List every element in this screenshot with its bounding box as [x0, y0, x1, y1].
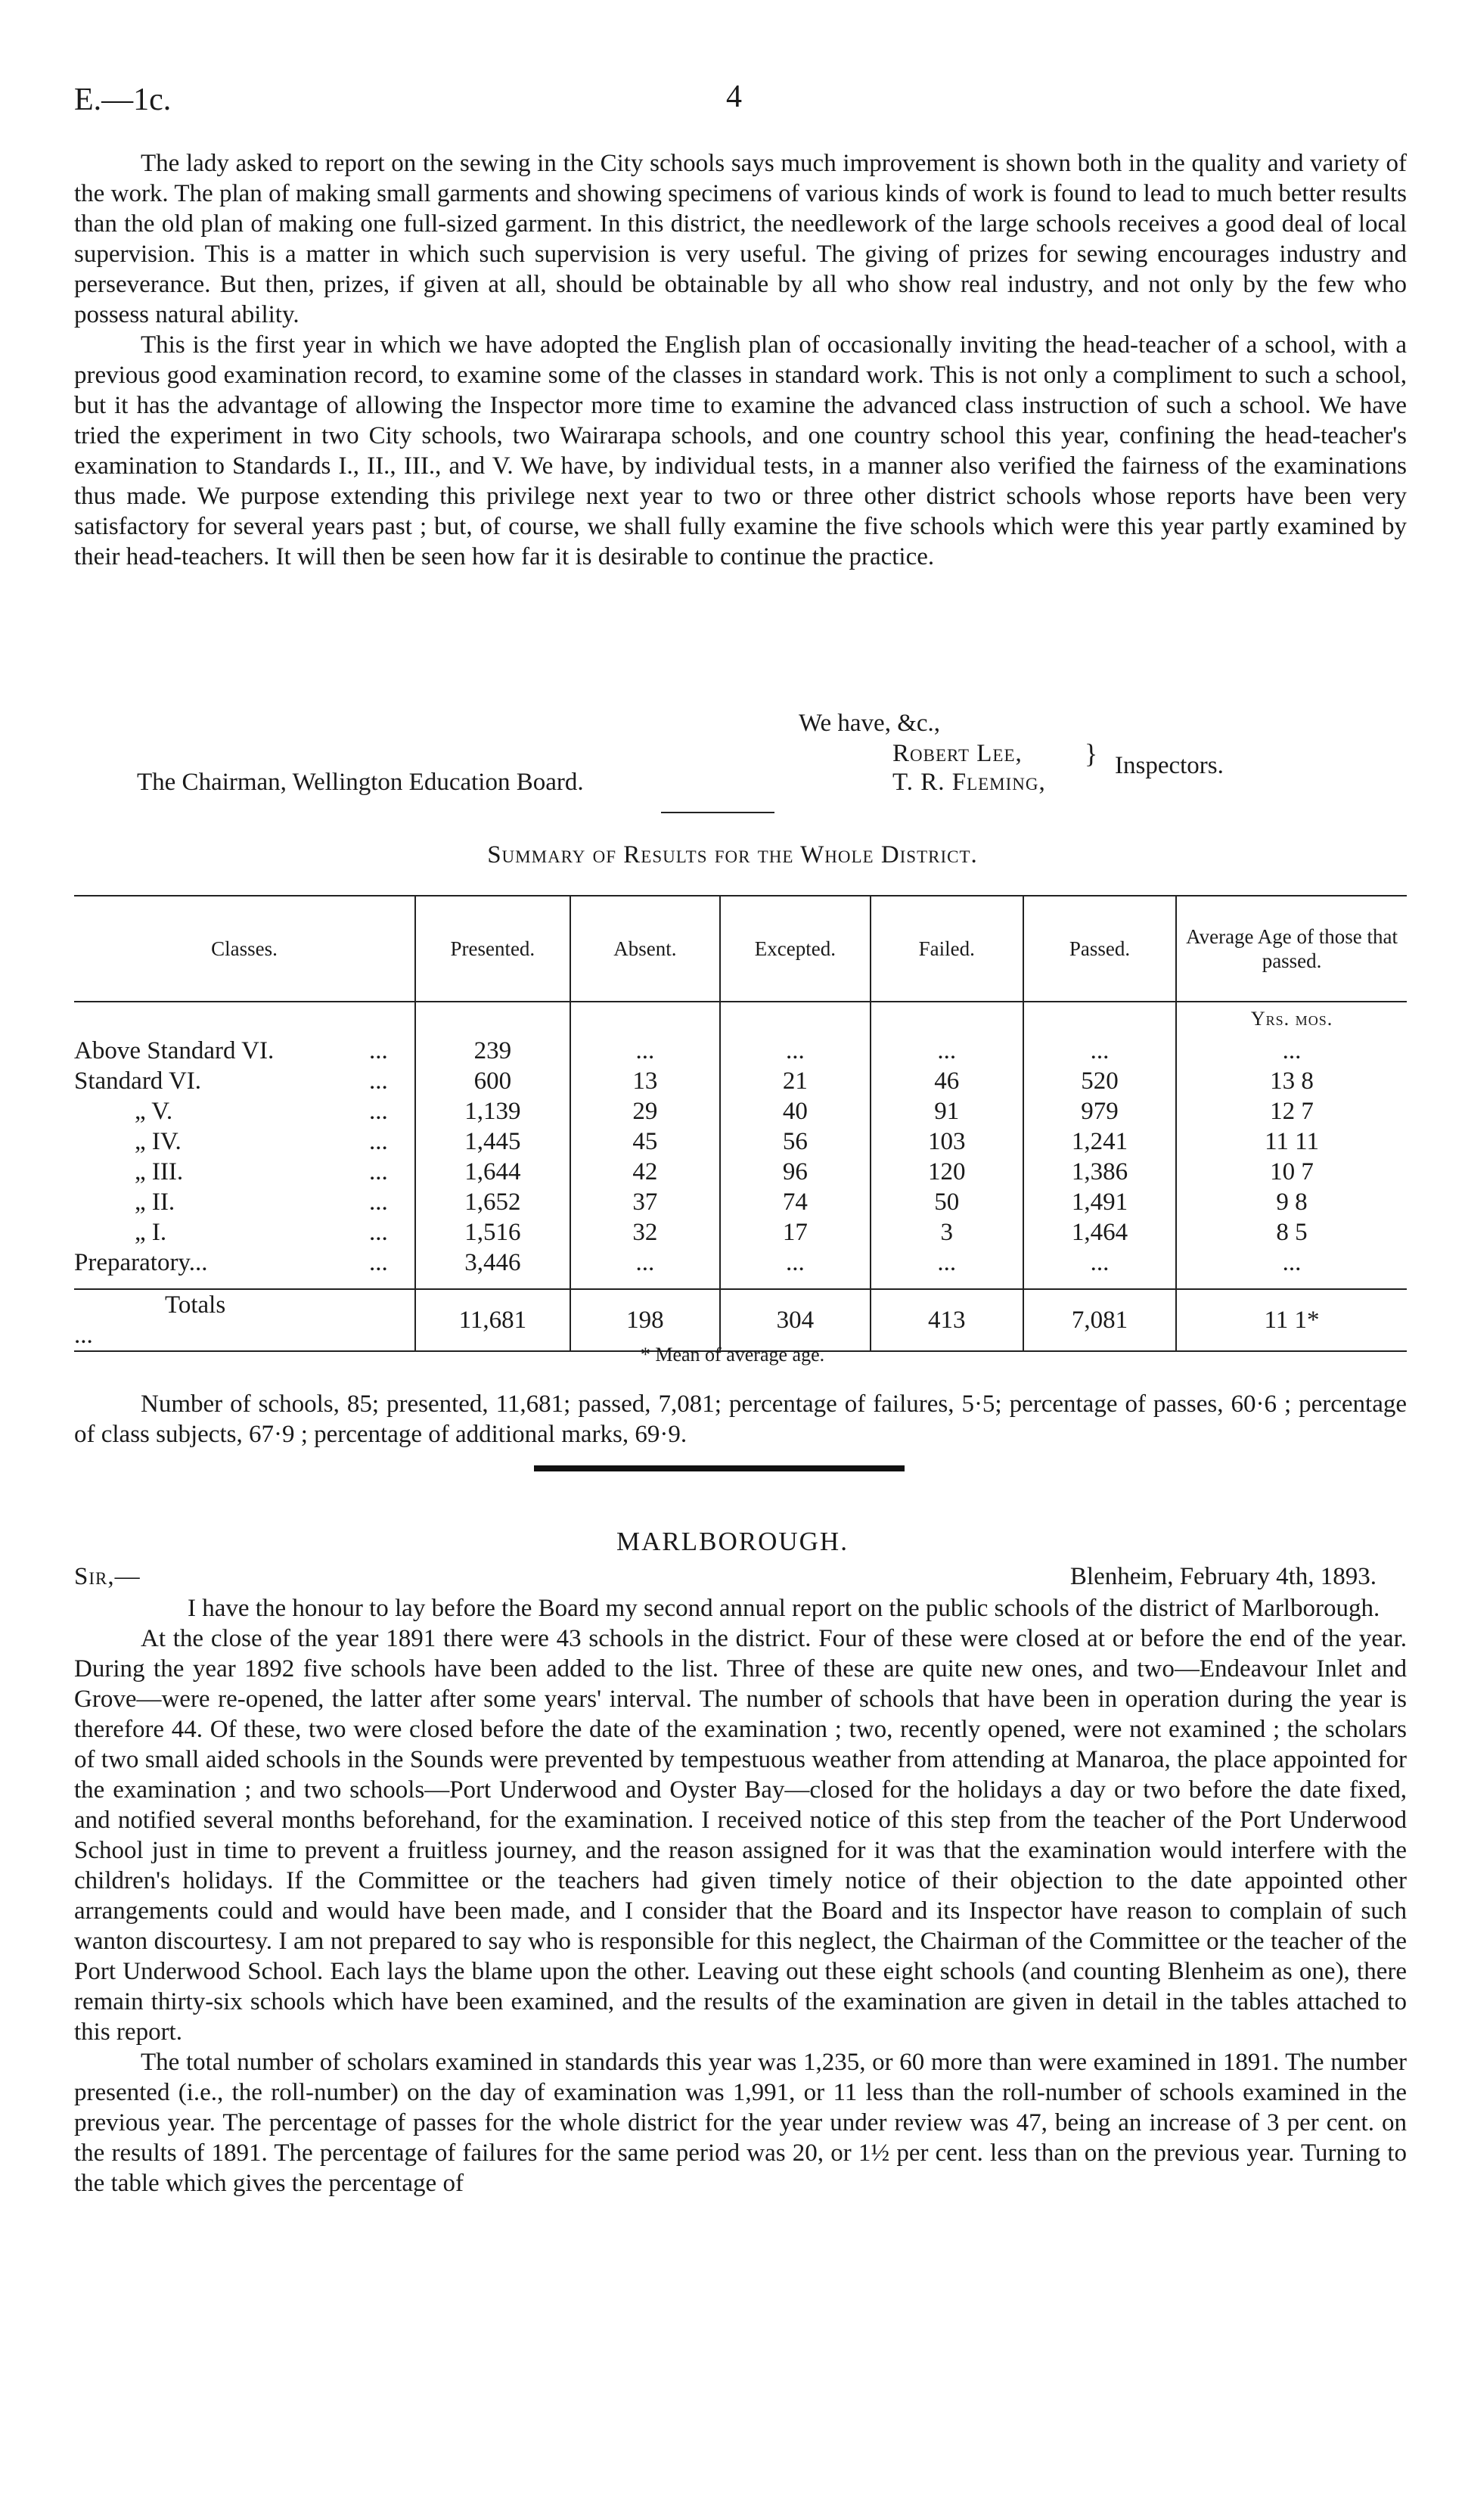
- totals-excepted: 304: [720, 1289, 871, 1351]
- cell-age: 11 11: [1176, 1126, 1407, 1157]
- row-leader-dots: ...: [369, 1037, 388, 1064]
- cell-absent: 45: [570, 1126, 720, 1157]
- row-leader-dots: ...: [369, 1128, 388, 1155]
- row-class-label: „ V.: [135, 1098, 173, 1125]
- row-leader-dots: ...: [369, 1189, 388, 1216]
- col-passed: Passed.: [1023, 896, 1176, 1002]
- cell-presented: 1,644: [415, 1157, 570, 1187]
- cell-age: 8 5: [1176, 1217, 1407, 1248]
- cell-absent: 37: [570, 1187, 720, 1217]
- cell-age: ...: [1176, 1036, 1407, 1066]
- cell-absent: 42: [570, 1157, 720, 1187]
- table-row: [74, 1036, 1407, 1066]
- cell-excepted: 96: [720, 1157, 871, 1187]
- cell-absent: ...: [570, 1036, 720, 1066]
- inspectors-role: Inspectors.: [1115, 752, 1224, 779]
- divider-short: [661, 812, 774, 813]
- cell-failed: 103: [871, 1126, 1023, 1157]
- totals-label: Totals: [165, 1291, 226, 1319]
- table-row: [74, 1157, 1407, 1187]
- date-line: Blenheim, February 4th, 1893.: [1069, 1563, 1377, 1590]
- cell-age: ...: [1176, 1248, 1407, 1278]
- cell-failed: 120: [871, 1157, 1023, 1187]
- section-divider: [534, 1465, 905, 1471]
- table-row: [74, 1096, 1407, 1126]
- cell-presented: 3,446: [415, 1248, 570, 1278]
- totals-presented: 11,681: [415, 1289, 570, 1351]
- cell-age: 12 7: [1176, 1096, 1407, 1126]
- cell-excepted: ...: [720, 1248, 871, 1278]
- col-average-age: Average Age of those that passed.: [1176, 896, 1407, 1002]
- cell-absent: 29: [570, 1096, 720, 1126]
- paragraph-schools: At the close of the year 1891 there were 43 schools in the district. Four of these were closed at or before the end of the year. During the year 1892 five schools have been added to the list. Three of these are quite new ones, and two—Endeavour Inlet and Grove—were re-opened, the latter after some years' interval. The number of schools that have been in operation during the year is therefore 44. Of these, two were closed before the date of the examination ; two, recently opened, were not examined ; the scholars of two small aided schools in the Sounds were prevented by tempestuous weather from attending at Manaroa, the place appointed for the examination ; and two schools—Port Underwood and Oyster Bay—closed for the holidays a day or two before the date fixed, and notified several months beforehand, for the examination. I received notice of this step from the teacher of the Port Underwood School just in time to prevent a fruitless journey, and the reason assigned for it was that the examination would interfere with the children's holidays. If the Committee or the teachers had given timely notice of their objection to the date appointed other arrangements could and would have been made, and I consider that the Board and its Inspector have reason to complain of such wanton discourtesy. I am not prepared to say who is responsible for this neglect, the Chairman of the Committee or the teacher of the Port Underwood School. Each lays the blame upon the other. Leaving out these eight schools (and counting Blenheim as one), there remain thirty-six schools which have been examined, and the results of the examination are given in detail in the tables attached to this report.: [74, 1625, 1407, 2046]
- cell-failed: 46: [871, 1066, 1023, 1096]
- cell-excepted: ...: [720, 1036, 871, 1066]
- intro-text: [74, 148, 1407, 572]
- col-excepted: Excepted.: [720, 896, 871, 1002]
- row-class-label: „ IV.: [135, 1128, 182, 1155]
- totals-row: Totals... 11,681 198 304 413 7,081 11 1*: [74, 1289, 1407, 1351]
- salutation: Sir,—: [74, 1563, 141, 1590]
- table-header-row: [74, 896, 1407, 1002]
- signatory-lee: Robert Lee,: [892, 740, 1023, 767]
- summary-text: [74, 1389, 1407, 1450]
- age-units: Yrs. mos.: [1176, 1002, 1407, 1036]
- cell-passed: 1,241: [1023, 1126, 1176, 1157]
- totals-failed: 413: [871, 1289, 1023, 1351]
- paragraph-honour: I have the honour to lay before the Board my second annual report on the public schools of the district of Marlborough.: [188, 1595, 1380, 1622]
- section-title-marlborough: MARLBOROUGH.: [616, 1527, 849, 1556]
- cell-failed: 50: [871, 1187, 1023, 1217]
- cell-presented: 239: [415, 1036, 570, 1066]
- table-row: [74, 1248, 1407, 1278]
- units-row: [74, 1002, 1407, 1036]
- signatory-fleming: T. R. Fleming,: [892, 769, 1046, 796]
- cell-failed: 3: [871, 1217, 1023, 1248]
- cell-age: 13 8: [1176, 1066, 1407, 1096]
- row-leader-dots: ...: [369, 1249, 388, 1276]
- row-class-label: „ III.: [135, 1158, 184, 1185]
- row-leader-dots: ...: [369, 1219, 388, 1246]
- table-row: [74, 1066, 1407, 1096]
- cell-excepted: 74: [720, 1187, 871, 1217]
- cell-age: 9 8: [1176, 1187, 1407, 1217]
- page-number: 4: [726, 79, 742, 114]
- cell-absent: 32: [570, 1217, 720, 1248]
- cell-presented: 1,652: [415, 1187, 570, 1217]
- row-class-label: Standard VI.: [74, 1067, 202, 1095]
- cell-failed: ...: [871, 1036, 1023, 1066]
- table-body: [74, 1036, 1407, 1278]
- table-footnote: * Mean of average age.: [640, 1344, 825, 1366]
- cell-passed: 979: [1023, 1096, 1176, 1126]
- closing-text: We have, &c.,: [799, 710, 941, 737]
- marlborough-text: [74, 1593, 1407, 2198]
- totals-age: 11 1*: [1176, 1289, 1407, 1351]
- addressee: The Chairman, Wellington Education Board.: [137, 769, 584, 796]
- document-reference: E.—1c.: [74, 82, 172, 117]
- cell-excepted: 56: [720, 1126, 871, 1157]
- cell-passed: 1,491: [1023, 1187, 1176, 1217]
- totals-passed: 7,081: [1023, 1289, 1176, 1351]
- cell-failed: 91: [871, 1096, 1023, 1126]
- cell-failed: ...: [871, 1248, 1023, 1278]
- cell-excepted: 21: [720, 1066, 871, 1096]
- table-row: [74, 1187, 1407, 1217]
- cell-passed: 1,464: [1023, 1217, 1176, 1248]
- table-row: [74, 1217, 1407, 1248]
- cell-absent: ...: [570, 1248, 720, 1278]
- row-class-label: Above Standard VI.: [74, 1037, 275, 1064]
- col-absent: Absent.: [570, 896, 720, 1002]
- paragraph-head-teacher: This is the first year in which we have adopted the English plan of occasionally inviting the head-teacher of a school, with a previous good examination record, to examine some of the classes in standard work. This is not only a compliment to such a school, but it has the advantage of allowing the Inspector more time to examine the advanced class instruction of such a school. We have tried the experiment in two City schools, two Wairarapa schools, and one country school this year, confining the head-teacher's examination to Standards I., II., III., and V. We have, by individual tests, in a manner also verified the fairness of the examinations thus made. We purpose extending this privilege next year to two or three other district schools whose reports have been very satisfactory for several years past ; but, of course, we shall fully examine the five schools which were this year partly examined by their head-teachers. It will then be seen how far it is desirable to continue the practice.: [74, 331, 1407, 570]
- cell-presented: 600: [415, 1066, 570, 1096]
- row-leader-dots: ...: [369, 1098, 388, 1125]
- brace-top: }: [1085, 738, 1098, 769]
- row-class-label: „ II.: [135, 1189, 175, 1216]
- col-classes: Classes.: [74, 896, 415, 1002]
- cell-absent: 13: [570, 1066, 720, 1096]
- paragraph-sewing: The lady asked to report on the sewing in the City schools says much improvement is shown both in the quality and variety of the work. The plan of making small garments and showing specimens of various kinds of work is found to lead to much better results than the old plan of making one full-sized garment. In this district, the needlework of the large schools receives a good deal of local supervision. This is a matter in which such supervision is very useful. The giving of prizes for sewing encourages industry and perseverance. But then, prizes, if given at all, should be obtainable by all who show real industry, and not only by the few who possess natural ability.: [74, 150, 1407, 328]
- col-presented: Presented.: [415, 896, 570, 1002]
- cell-excepted: 17: [720, 1217, 871, 1248]
- col-failed: Failed.: [871, 896, 1023, 1002]
- cell-passed: 520: [1023, 1066, 1176, 1096]
- cell-presented: 1,139: [415, 1096, 570, 1126]
- summary-table-title: Summary of Results for the Whole District.: [487, 841, 978, 868]
- cell-presented: 1,516: [415, 1217, 570, 1248]
- cell-excepted: 40: [720, 1096, 871, 1126]
- paragraph-scholars: The total number of scholars examined in standards this year was 1,235, or 60 more than were examined in 1891. The number presented (i.e., the roll-number) on the day of examination was 1,991, or 11 less than the roll-number of schools examined in the previous year. The percentage of passes for the whole district for the year under review was 47, being an increase of 3 per cent. on the results of 1891. The percentage of failures for the same period was 20, or 1½ per cent. less than on the previous year. Turning to the table which gives the percentage of: [74, 2049, 1407, 2197]
- row-leader-dots: ...: [369, 1158, 388, 1185]
- cell-presented: 1,445: [415, 1126, 570, 1157]
- summary-paragraph: Number of schools, 85; presented, 11,681; passed, 7,081; percentage of failures, 5·5; percentage of passes, 60·6 ; percentage of class subjects, 67·9 ; percentage of additional marks, 69·9.: [74, 1391, 1407, 1448]
- cell-passed: ...: [1023, 1036, 1176, 1066]
- totals-absent: 198: [570, 1289, 720, 1351]
- row-class-label: „ I.: [135, 1219, 167, 1246]
- summary-table: [74, 895, 1407, 1352]
- cell-age: 10 7: [1176, 1157, 1407, 1187]
- table-row: [74, 1126, 1407, 1157]
- cell-passed: ...: [1023, 1248, 1176, 1278]
- row-class-label: Preparatory...: [74, 1249, 208, 1276]
- cell-passed: 1,386: [1023, 1157, 1176, 1187]
- row-leader-dots: ...: [369, 1067, 388, 1095]
